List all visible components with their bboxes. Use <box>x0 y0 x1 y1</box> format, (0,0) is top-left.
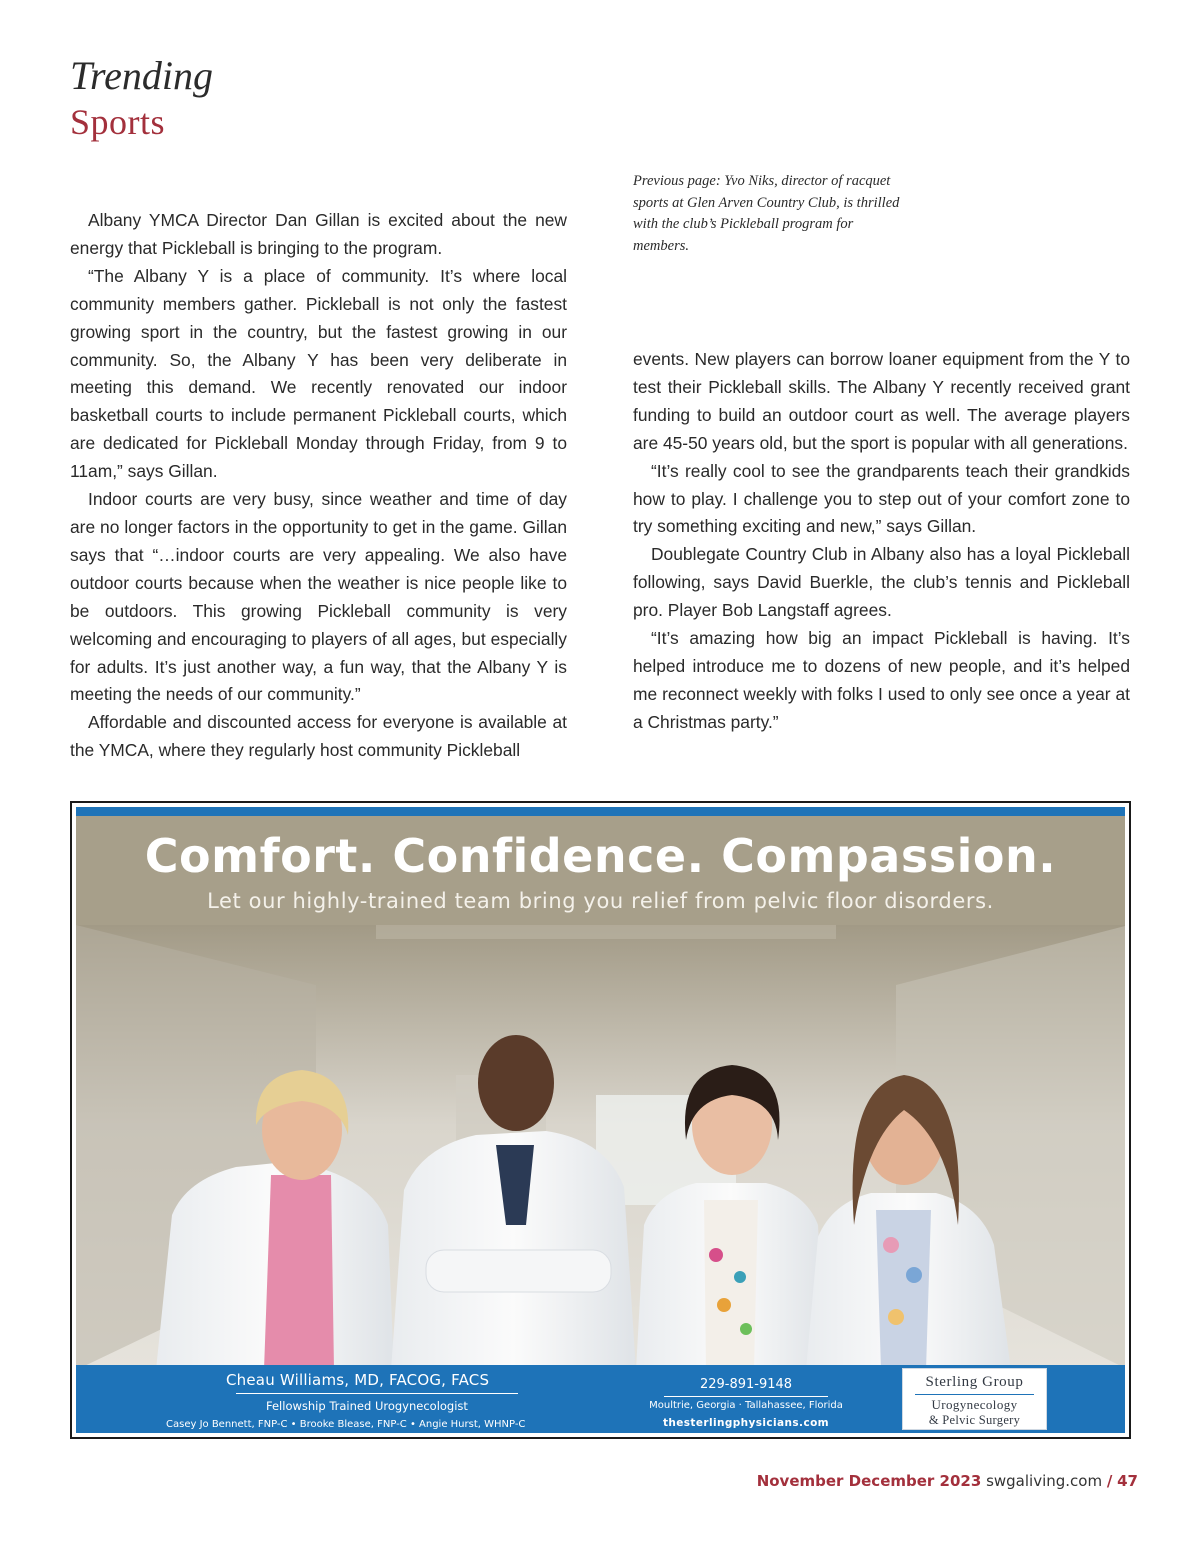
section-kicker-trending: Trending <box>70 53 213 98</box>
ad-subheadline: Let our highly-trained team bring you relief from pelvic floor disorders. <box>207 889 994 913</box>
page-folio <box>757 1472 1138 1490</box>
folio-issue: November December 2023 <box>756 1472 982 1490</box>
ad-locations: Moultrie, Georgia · Tallahassee, Florida <box>649 1400 843 1411</box>
ad-staff-list: Casey Jo Bennett, FNP-C • Brooke Blease, FNP-C • Angie Hurst, WHNP-C <box>166 1419 526 1430</box>
logo-line-2: Urogynecology <box>931 1397 1018 1412</box>
logo-rule <box>915 1394 1034 1395</box>
ad-divider <box>664 1396 828 1397</box>
ad-team-photo <box>76 925 1125 1370</box>
advertisement <box>70 801 1131 1439</box>
article-paragraph: Albany YMCA Director Dan Gillan is excited about the new energy that Pickleball is bringing to the program. <box>70 210 567 258</box>
photo-caption: Previous page: Yvo Niks, director of racquet sports at Glen Arven Country Club, is thrilled with the club’s Pickleball program for members. <box>633 173 900 254</box>
ad-panel <box>76 807 1125 1433</box>
ad-doctor-title: Fellowship Trained Urogynecologist <box>266 1399 468 1413</box>
folio-site: swgaliving.com <box>986 1472 1103 1490</box>
folio-separator: / <box>1106 1472 1113 1490</box>
article-paragraph: Doublegate Country Club in Albany also has a loyal Pickleball following, says David Buerkle, the club’s tennis and Pickleball pro. Player Bob Langstaff agrees. <box>633 544 1130 621</box>
article-column-left <box>70 207 567 765</box>
article-paragraph: Affordable and discounted access for everyone is available at the YMCA, where they regularly host community Pickleball <box>70 712 567 761</box>
logo-line-3: & Pelvic Surgery <box>928 1413 1021 1427</box>
article-column-right <box>633 346 1130 737</box>
ad-top-stripe <box>76 807 1125 816</box>
section-kicker-sports: Sports <box>70 102 166 142</box>
ad-website: thesterlingphysicians.com <box>662 1417 830 1429</box>
ad-headline: Comfort. Confidence. Compassion. <box>144 829 1057 883</box>
article-paragraph: events. New players can borrow loaner equipment from the Y to test their Pickleball skills. The Albany Y recently received grant funding to build an outdoor court as well. The average players are 45-50 years old, but the sport is popular with all generations. <box>633 349 1130 453</box>
ad-divider <box>236 1393 518 1394</box>
sterling-group-logo <box>902 1368 1047 1430</box>
ad-doctor-name: Cheau Williams, MD, FACOG, FACS <box>226 1371 490 1389</box>
folio-page-number: 47 <box>1117 1472 1138 1490</box>
ad-footer-bar <box>76 1365 1125 1433</box>
article-paragraph: “It’s really cool to see the grandparents teach their grandkids how to play. I challenge you to step out of your comfort zone to try something exciting and new,” says Gillan. <box>633 460 1130 537</box>
article-paragraph: Indoor courts are very busy, since weather and time of day are no longer factors in the opportunity to get in the game. Gillan says that “…indoor courts are very appealing. We also have outdoor courts because when the weather is nice people like to be outdoors. This growing Pickleball community is very welcoming and encouraging to players of all ages, but especially for adults. It’s just another way, a fun way, that the Albany Y is meeting the needs of our community.” <box>70 489 567 705</box>
ad-phone: 229-891-9148 <box>699 1377 793 1392</box>
logo-line-1: Sterling Group <box>925 1374 1024 1390</box>
article-paragraph: “The Albany Y is a place of community. It’s where local community members gather. Pickleball is not only the fastest growing sport in the country, but the fastest growing in our community. So, the Albany Y has been very deliberate in meeting this demand. We recently renovated our indoor basketball courts to include permanent Pickleball courts, which are dedicated for Pickleball Monday through Friday, from 9 to 11am,” says Gillan. <box>70 265 567 482</box>
article-paragraph: “It’s amazing how big an impact Pickleball is having. It’s helped introduce me to dozens of new people, and it’s helped me reconnect weekly with folks I used to only see once a year at a Christmas party.” <box>633 628 1130 732</box>
